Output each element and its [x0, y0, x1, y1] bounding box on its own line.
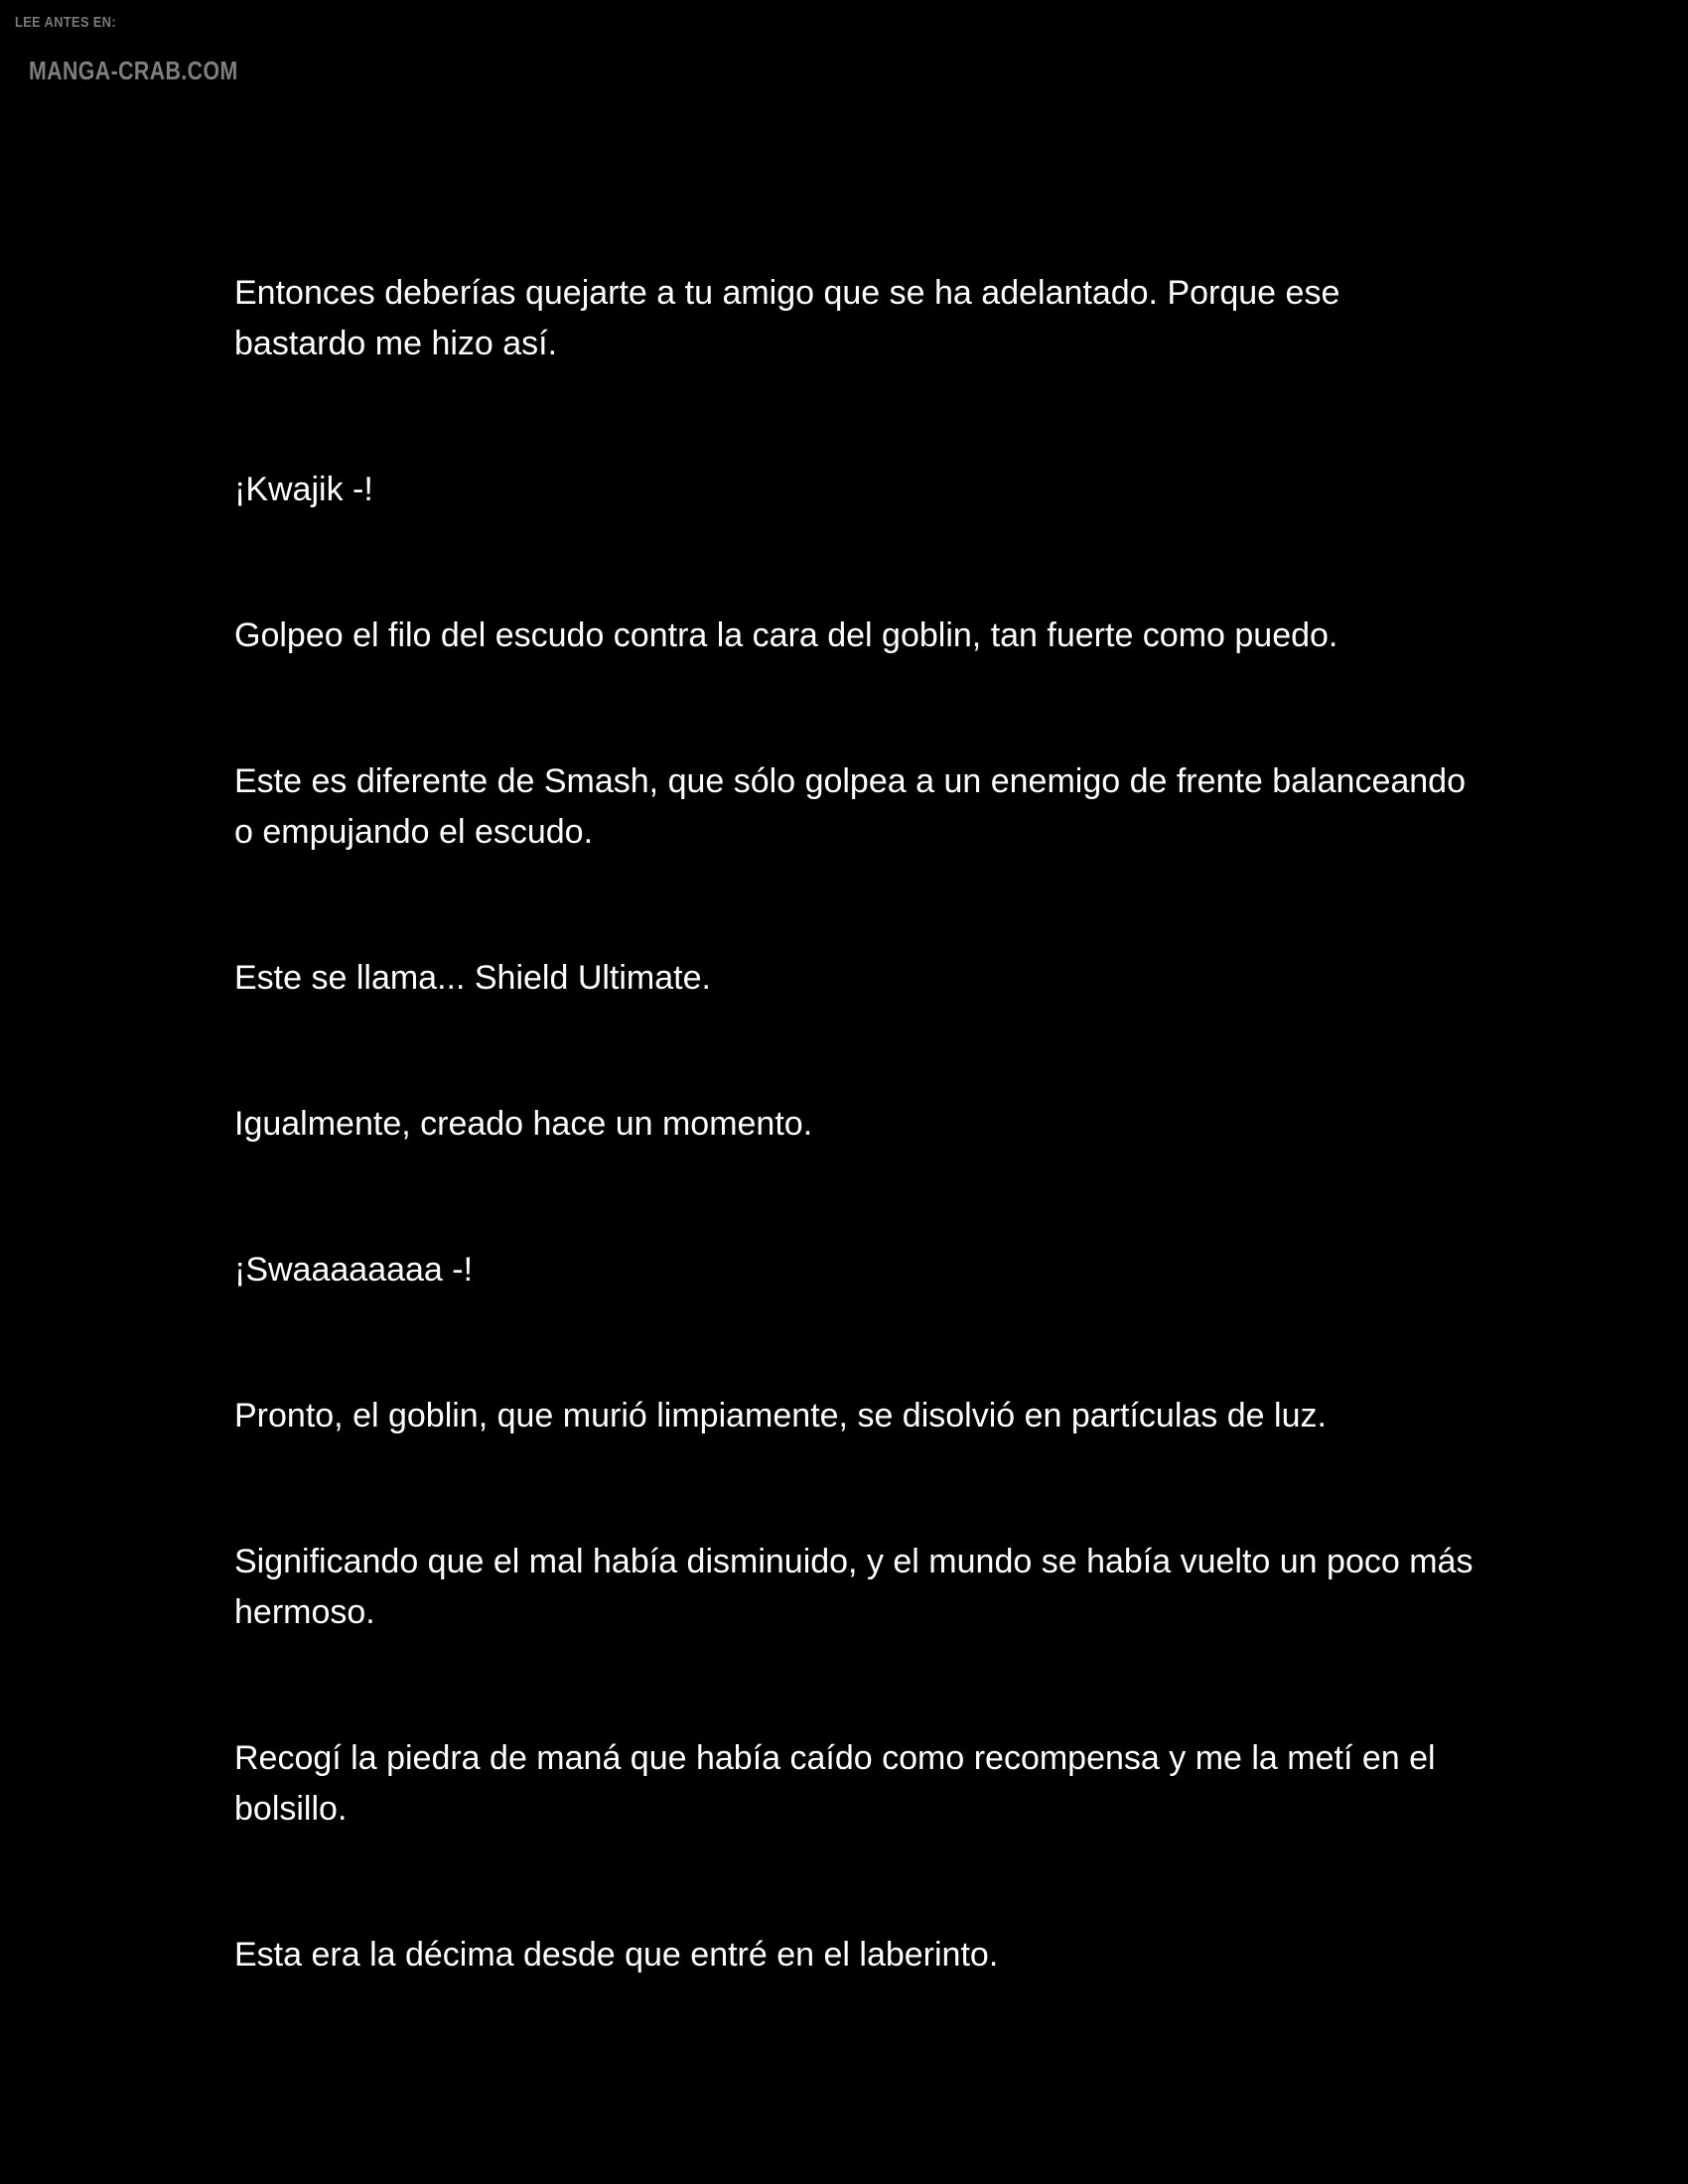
paragraph: ¡Kwajik -! [234, 471, 373, 508]
paragraph: Golpeo el filo del escudo contra la cara del goblin, tan fuerte como puedo. [234, 616, 1338, 654]
paragraph: Entonces deberías quejarte a tu amigo que se ha adelantado. Porque ese bastardo me hizo así. [234, 274, 1340, 362]
site-watermark: MANGA-CRAB.COM [29, 56, 238, 85]
paragraph: Pronto, el goblin, que murió limpiamente, se disolvió en partículas de luz. [234, 1397, 1327, 1434]
paragraph: Este es diferente de Smash, que sólo golpea a un enemigo de frente balanceando o empujando el escudo. [234, 762, 1466, 851]
paragraph: Este se llama... Shield Ultimate. [234, 959, 711, 997]
paragraph: Significando que el mal había disminuido, y el mundo se había vuelto un poco más hermoso. [234, 1543, 1474, 1631]
paragraph: Recogí la piedra de maná que había caído como recompensa y me la metí en el bolsillo. [234, 1739, 1436, 1828]
read-first-label: LEE ANTES EN: [15, 14, 117, 31]
story-text [234, 268, 1476, 2076]
paragraph: ¡Swaaaaaaaa -! [234, 1251, 474, 1289]
paragraph: Igualmente, creado hace un momento. [234, 1105, 813, 1143]
paragraph: Esta era la décima desde que entré en el laberinto. [234, 1936, 999, 1974]
